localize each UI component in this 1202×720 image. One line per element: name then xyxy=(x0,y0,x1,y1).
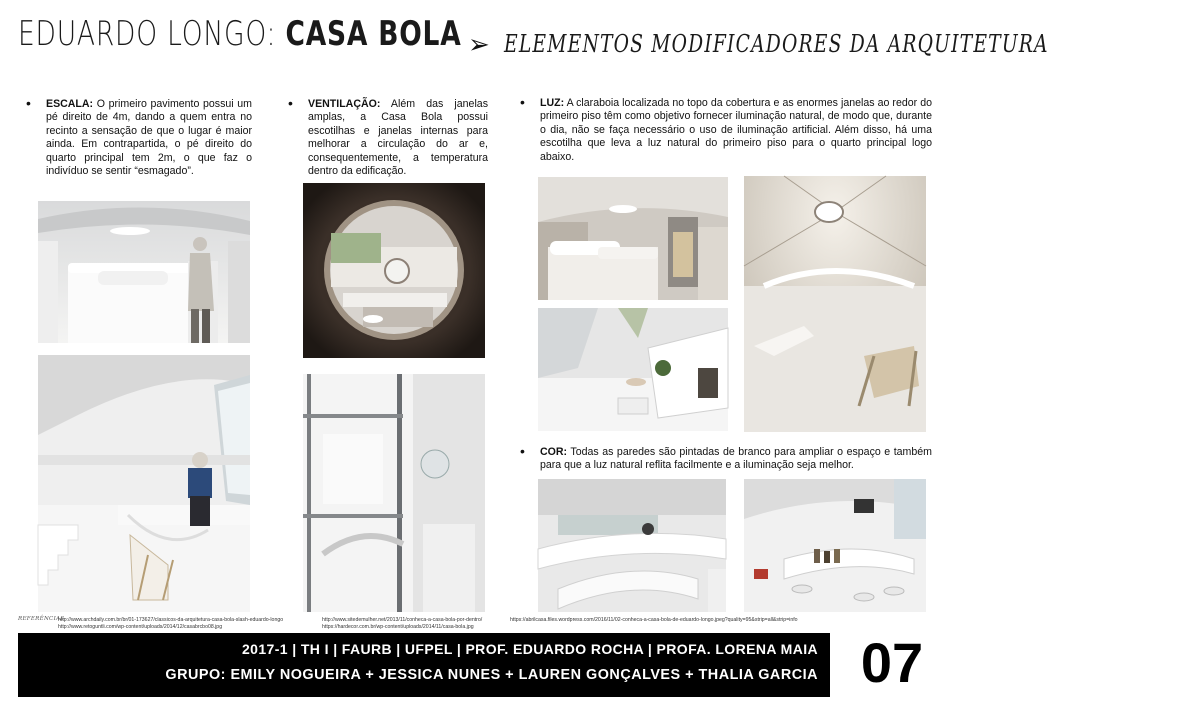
page-number: 07 xyxy=(860,631,924,694)
photo-bedroom-scale xyxy=(38,201,250,343)
footer-bar xyxy=(18,633,830,697)
photo-bedroom-skylight xyxy=(538,177,728,300)
section-escala-body: O primeiro pavimento possui um pé direito de 4m, dando a quem entra no recinto a sensação de que o lugar é maior ainda. Em contrapartida, o pé direito do quarto principal tem 2m, o que faz o indivíduo se sentir “esmagado”. xyxy=(46,98,252,178)
title-author: EDUARDO LONGO: xyxy=(18,14,277,54)
bullet-dot: • xyxy=(520,94,525,110)
reference-link[interactable]: http://www.sitedemulher.net/2013/11/conheca-a-casa-bola-por-dentro/ xyxy=(322,617,483,623)
footer-group-members: GRUPO: EMILY NOGUEIRA + JESSICA NUNES + LAUREN GONÇALVES + THALIA GARCIA xyxy=(165,667,818,683)
section-escala-heading: ESCALA: xyxy=(46,98,94,110)
reference-link[interactable]: https://hardecor.com.br/wp-content/uploads/2014/11/casa-bola.jpg xyxy=(322,624,474,630)
reference-link[interactable]: http://www.retoguntli.com/wp-content/uploads/2014/12/casabrcbo08.jpg xyxy=(58,624,223,630)
photo-white-kitchen xyxy=(538,479,726,612)
photo-kitchen-stools xyxy=(744,479,926,612)
photo-living-room-steps xyxy=(38,355,250,612)
photo-dome-skylight xyxy=(744,176,926,432)
photo-living-room-plant xyxy=(538,308,728,431)
section-ventilacao-heading: VENTILAÇÃO: xyxy=(308,98,381,110)
section-cor xyxy=(520,443,932,473)
arrow-right-icon: ➢ xyxy=(468,29,490,59)
photo-internal-window xyxy=(303,374,485,612)
section-cor-heading: COR: xyxy=(540,446,568,458)
page-title xyxy=(18,14,462,66)
section-escala xyxy=(26,95,252,178)
section-luz xyxy=(520,94,932,164)
bullet-dot: • xyxy=(288,95,293,111)
section-ventilacao xyxy=(288,95,488,178)
photo-porthole xyxy=(303,183,485,358)
section-ventilacao-body: Além das janelas amplas, a Casa Bola possui escotilhas e janelas internas para melhorar a circulação do ar e, consequentemente, a temperatura dentro da edificação. xyxy=(308,98,488,178)
reference-link[interactable]: https://abrilcasa.files.wordpress.com/2016/11/02-conheca-a-casa-bola-de-eduardo-longo.jpeg?quality=95&strip=all&strip=info xyxy=(510,617,798,623)
section-cor-body: Todas as paredes são pintadas de branco para ampliar o espaço e também para que a luz natural reflita facilmente e a iluminação seja melhor. xyxy=(540,446,932,472)
footer-course-info: 2017-1 | TH I | FAURB | UFPEL | PROF. EDUARDO ROCHA | PROFA. LORENA MAIA xyxy=(241,641,818,657)
reference-link[interactable]: http://www.archdaily.com.br/br/01-173627/classicos-da-arquitetura-casa-bola-slash-eduardo-longo xyxy=(58,617,284,623)
bullet-dot: • xyxy=(26,95,31,111)
section-luz-heading: LUZ: xyxy=(540,97,565,109)
section-luz-body: A claraboia localizada no topo da cobertura e as enormes janelas ao redor do primeiro piso têm como objetivo fornecer iluminação natural, de modo que, durante o dia, não se faça necessário o uso de iluminação artificial. Além disso, há uma escotilha que leva a luz natural do primeiro piso para o quarto principal logo abaixo. xyxy=(540,97,932,163)
bullet-dot: • xyxy=(520,443,525,459)
subtitle-text: ELEMENTOS MODIFICADORES DA ARQUITETURA xyxy=(503,30,1049,58)
references-label: REFERÊNCIAS xyxy=(18,616,65,622)
page-subtitle xyxy=(468,26,1202,62)
title-project: CASA BOLA xyxy=(285,14,462,54)
